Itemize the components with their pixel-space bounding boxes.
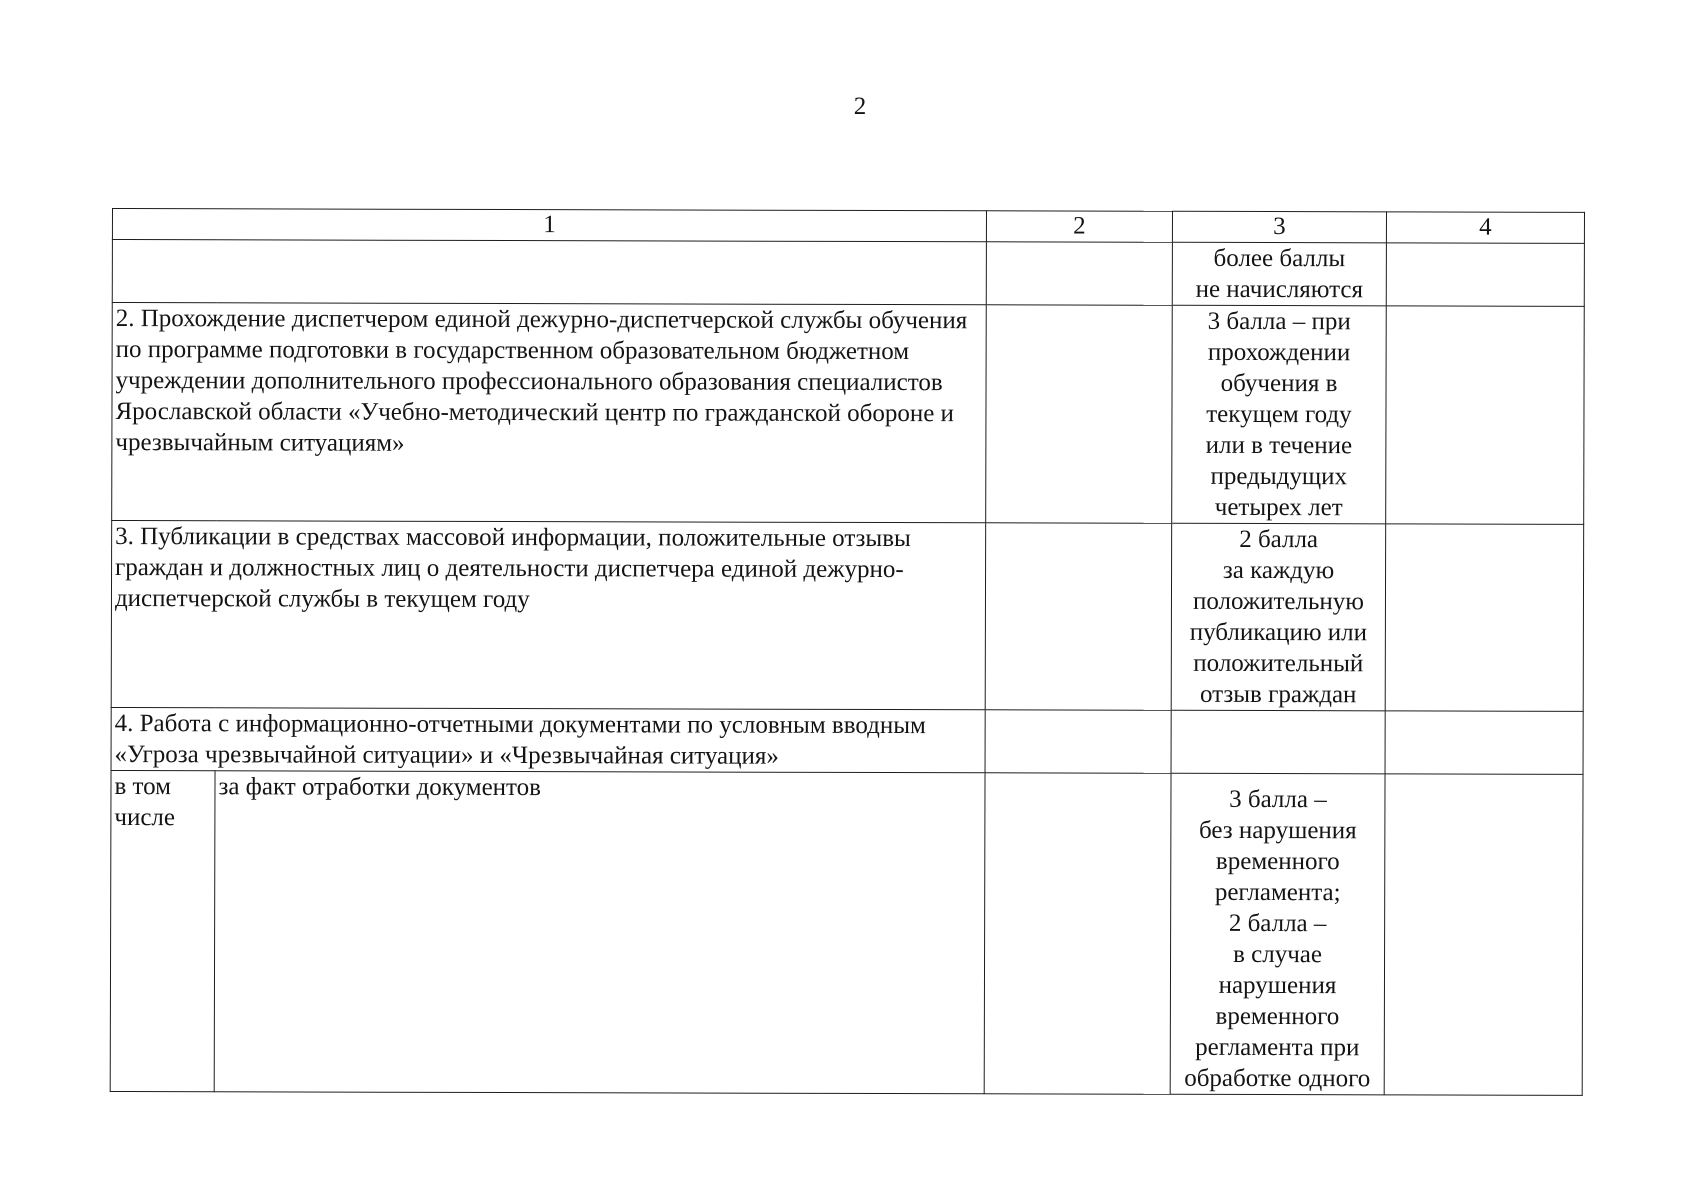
points-line: или в течение <box>1205 431 1353 460</box>
table-row <box>111 521 1583 712</box>
table-header-row <box>112 209 1584 244</box>
points-line: отзыв граждан <box>1199 680 1357 709</box>
criterion-cell <box>112 240 986 305</box>
points-line: более баллы <box>1213 244 1346 273</box>
points-line: регламента; <box>1214 878 1341 907</box>
table-row <box>112 303 1585 525</box>
points-line: прохождении <box>1207 338 1351 367</box>
header-col-4: 4 <box>1386 212 1584 244</box>
col2-cell <box>984 773 1171 1094</box>
col4-cell <box>1386 243 1584 307</box>
col2-cell <box>986 242 1172 305</box>
points-line: предыдущих <box>1210 462 1348 491</box>
points-cell <box>1171 710 1385 774</box>
points-line: 2 балла <box>1239 525 1319 554</box>
points-line: положительный <box>1193 649 1364 678</box>
points-line: в случае <box>1233 940 1323 969</box>
points-line: без нарушения <box>1198 816 1357 845</box>
criterion-cell: 3. Публикации в средствах массовой информации, положительные отзывы граждан и должностных лиц о деятельности диспетчера единой дежурно-диспетчерской службы в текущем году <box>111 521 985 710</box>
points-cell <box>1172 242 1386 306</box>
page-number: 2 <box>853 93 867 120</box>
points-line: регламента при <box>1195 1033 1360 1062</box>
points-cell <box>1171 523 1385 711</box>
col2-cell <box>986 305 1173 523</box>
points-line: публикацию или <box>1189 618 1368 647</box>
points-cell <box>1170 773 1385 1095</box>
col4-cell <box>1386 306 1585 525</box>
header-col-3: 3 <box>1172 211 1386 243</box>
points-line: 3 балла – при <box>1207 307 1351 336</box>
col4-cell <box>1385 524 1583 712</box>
subitem-prefix-cell: в том числе <box>110 770 215 1091</box>
criteria-table <box>110 208 1585 1096</box>
points-line: временного <box>1215 1002 1340 1031</box>
points-line: 3 балла – <box>1229 785 1327 814</box>
points-line: нарушения <box>1218 971 1337 1000</box>
criterion-cell: 4. Работа с информационно-отчетными документами по условным вводным «Угроза чрезвычайной ситуации» и «Чрезвычайная ситуация» <box>111 707 985 772</box>
points-line: за каждую <box>1222 556 1335 585</box>
col4-cell <box>1385 711 1583 775</box>
col2-cell <box>985 710 1171 773</box>
points-line: положительную <box>1192 587 1365 616</box>
points-line: временного <box>1215 847 1340 876</box>
points-line: текущем году <box>1206 400 1352 429</box>
header-col-2: 2 <box>986 211 1172 242</box>
col2-cell <box>985 523 1171 710</box>
criterion-cell: за факт отработки документов <box>214 771 985 1094</box>
table-row <box>112 240 1584 307</box>
points-line: четырех лет <box>1214 493 1343 522</box>
points-line: 2 балла – <box>1228 909 1327 938</box>
table-row <box>111 707 1583 774</box>
points-line: обработке одного <box>1184 1064 1371 1093</box>
table-row <box>110 770 1583 1095</box>
criterion-cell: 2. Прохождение диспетчером единой дежурно-диспетчерской службы обучения по программе подготовки в государственном образовательном бюджетном учреждении дополнительного профессионального образования специалистов Ярославской области «Учебно-методический центр по гражданской обороне и чрезвычайным ситуациям» <box>112 303 987 523</box>
col4-cell <box>1384 774 1583 1096</box>
points-line: не начисляются <box>1195 275 1364 304</box>
points-cell <box>1172 305 1387 524</box>
header-col-1: 1 <box>112 209 986 242</box>
points-line: обучения в <box>1220 369 1338 398</box>
